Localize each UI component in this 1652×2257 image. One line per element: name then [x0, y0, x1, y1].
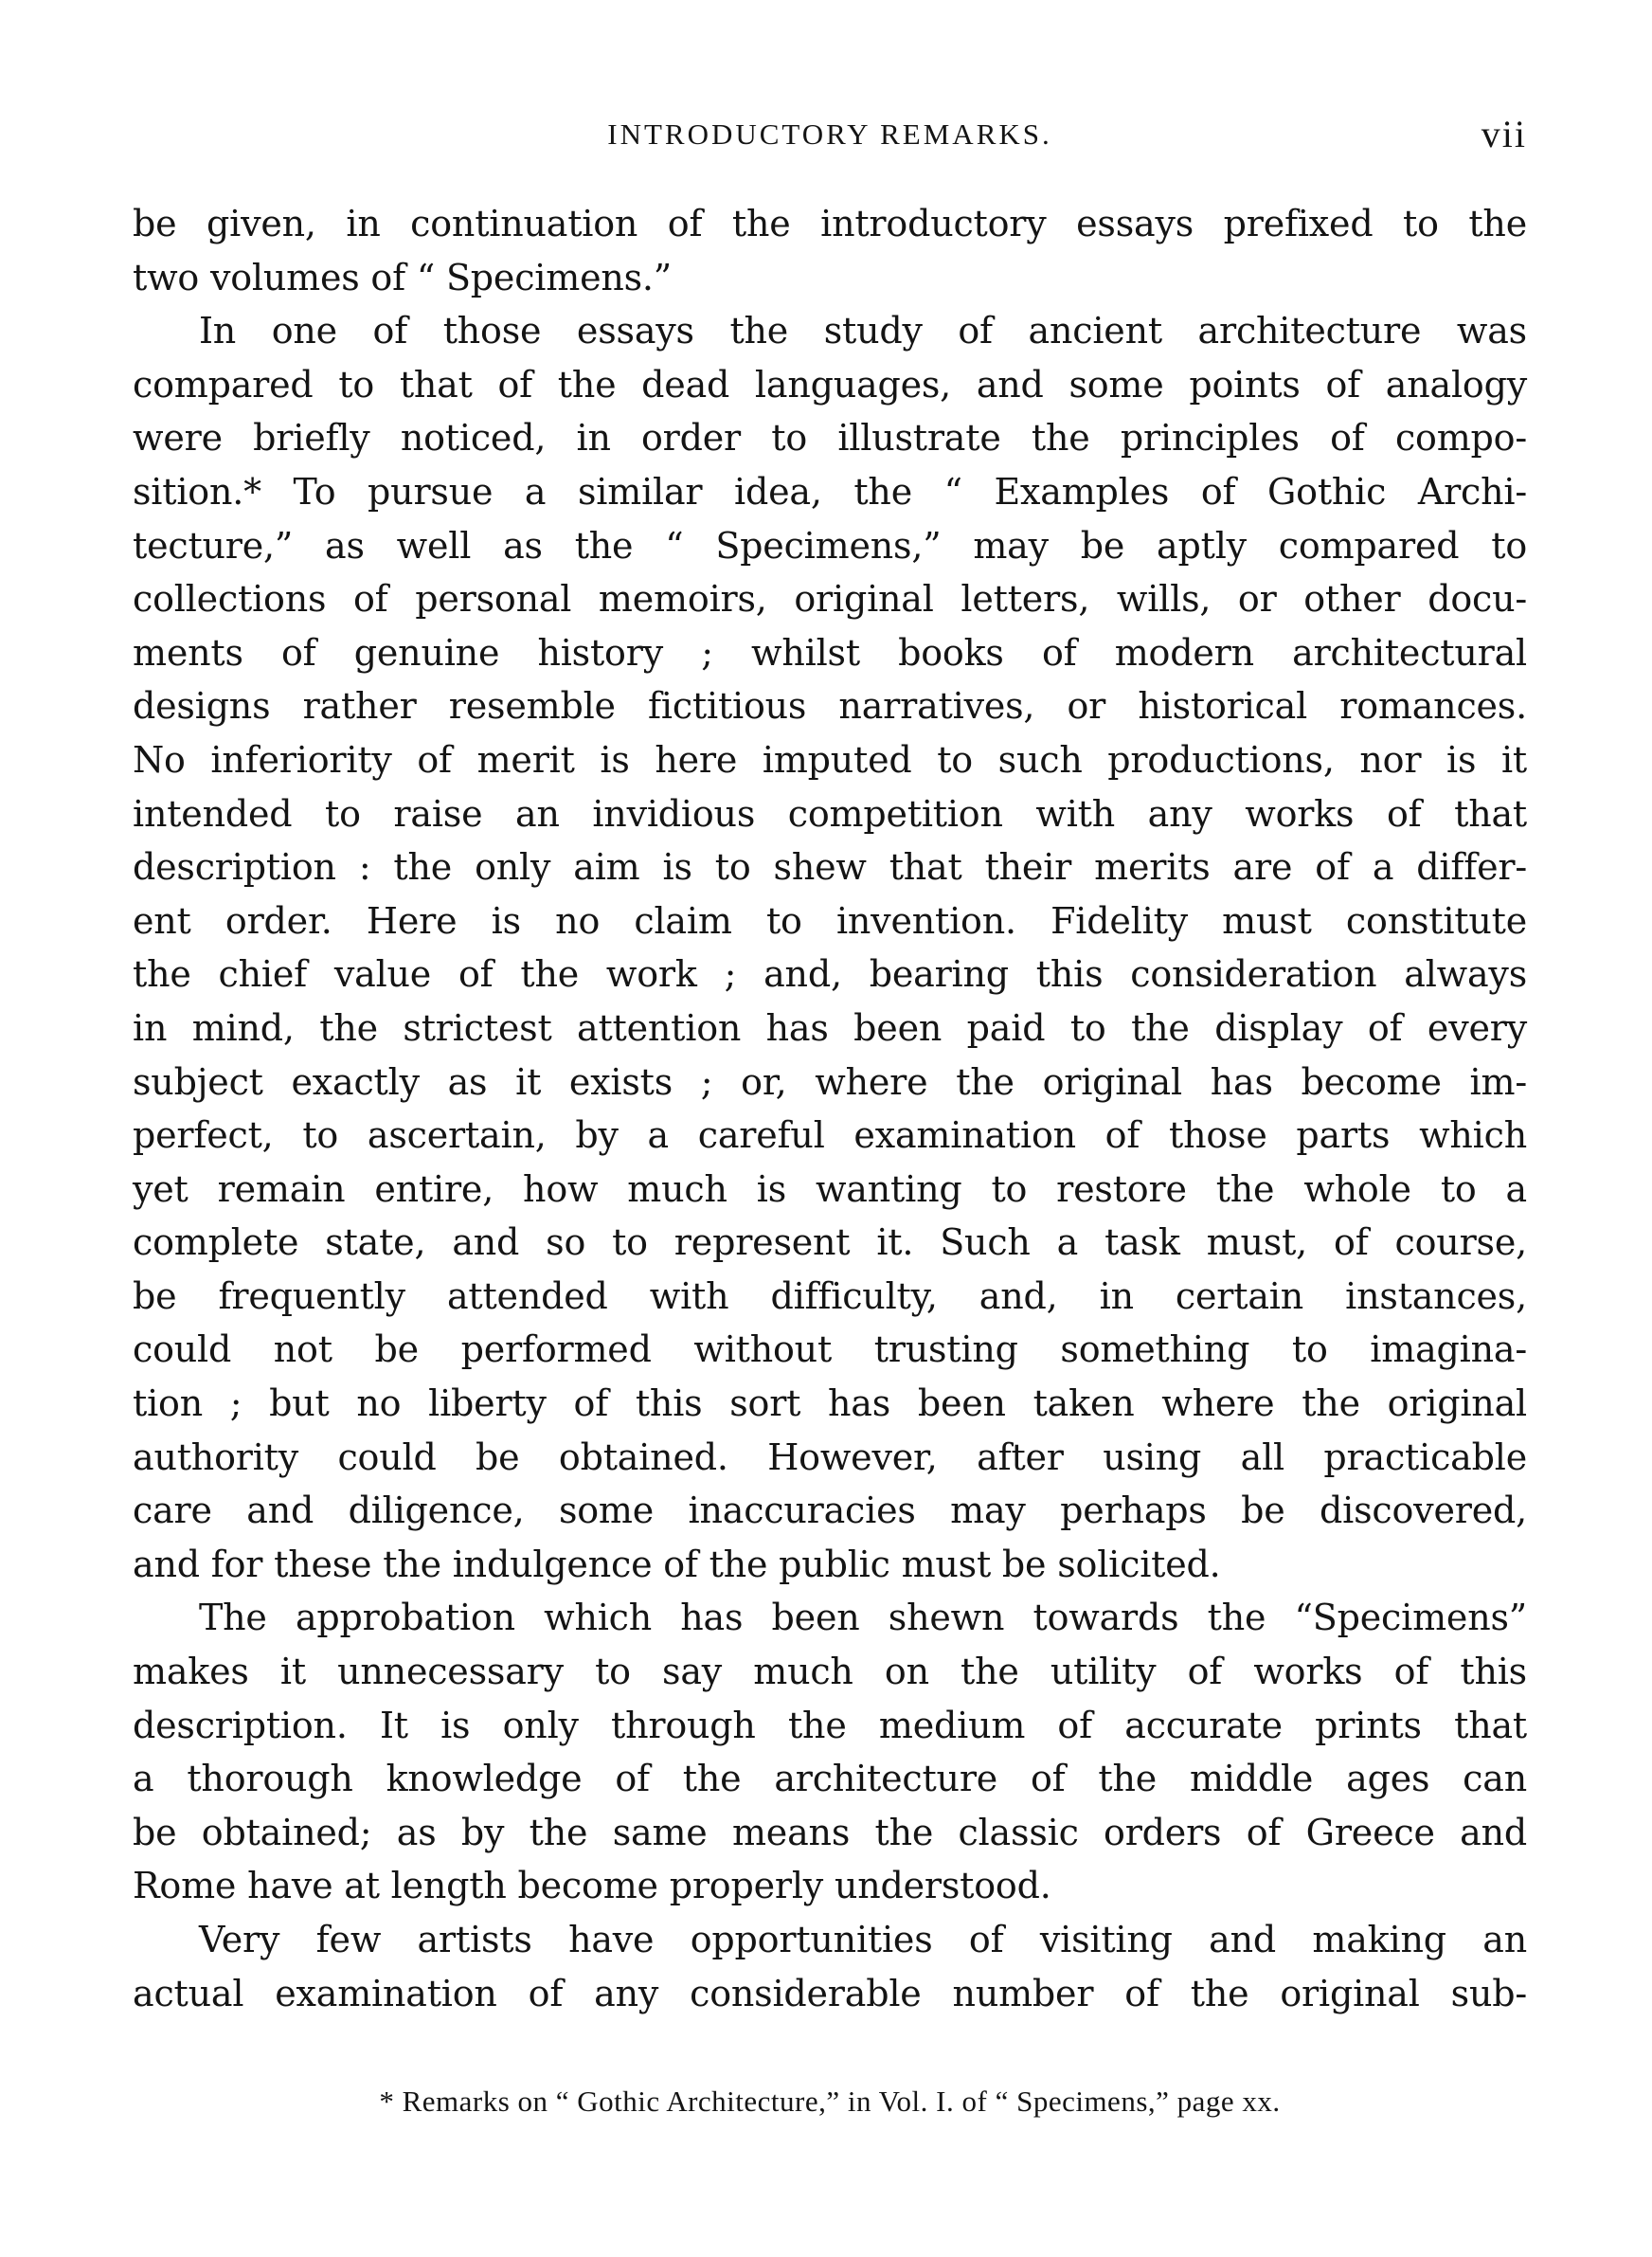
text-line: were briefly noticed, in order to illustrate the principles of compo-: [133, 417, 1527, 460]
text-line: In one of those essays the study of ancient architecture was: [199, 310, 1527, 352]
text-line: ent order. Here is no claim to invention. Fidelity must constitute: [133, 899, 1527, 942]
text-line: two volumes of “ Specimens.”: [133, 256, 673, 298]
text-line: intended to raise an invidious competition with any works of that: [133, 792, 1527, 835]
page-number: vii: [1481, 113, 1527, 155]
text-line: actual examination of any considerable number of the original sub-: [133, 1972, 1527, 2014]
text-line: yet remain entire, how much is wanting to restore the whole to a: [133, 1167, 1527, 1210]
text-line: tecture,” as well as the “ Specimens,” may be aptly compared to: [133, 524, 1527, 567]
text-line: collections of personal memoirs, original letters, wills, or other docu-: [133, 578, 1527, 621]
text-line: the chief value of the work ; and, bearing this consideration always: [133, 953, 1527, 996]
text-line: care and diligence, some inaccuracies may perhaps be discovered,: [133, 1490, 1527, 1532]
text-line: The approbation which has been shewn towards the “Specimens”: [199, 1597, 1527, 1639]
text-line: description. It is only through the medium of accurate prints that: [133, 1704, 1527, 1746]
text-line: authority could be obtained. However, after using all practicable: [133, 1435, 1527, 1478]
text-line: and for these the indulgence of the public must be solicited.: [133, 1543, 1221, 1585]
text-line: makes it unnecessary to say much on the utility of works of this: [133, 1651, 1527, 1693]
text-line: a thorough knowledge of the architecture of the middle ages can: [133, 1758, 1527, 1800]
footnote: * Remarks on “ Gothic Architecture,” in Vol. I. of “ Specimens,” page xx.: [379, 2085, 1281, 2118]
text-line: be frequently attended with difficulty, and, in certain instances,: [133, 1274, 1527, 1317]
text-line: be given, in continuation of the introductory essays prefixed to the: [133, 203, 1527, 244]
running-title: INTRODUCTORY REMARKS.: [607, 117, 1052, 151]
body-text: [133, 197, 1527, 2020]
text-line: sition.* To pursue a similar idea, the “ Examples of Gothic Archi-: [133, 470, 1527, 513]
text-line: ments of genuine history ; whilst books of modern architectural: [133, 631, 1527, 674]
text-line: in mind, the strictest attention has been paid to the display of every: [133, 1006, 1527, 1049]
text-line: Rome have at length become properly understood.: [133, 1865, 1051, 1907]
text-line: be obtained; as by the same means the classic orders of Greece and: [133, 1811, 1527, 1853]
text-line: tion ; but no liberty of this sort has been taken where the original: [133, 1382, 1527, 1425]
text-line: designs rather resemble fictitious narratives, or historical romances.: [133, 685, 1527, 728]
text-line: description : the only aim is to shew that their merits are of a differ-: [133, 846, 1527, 889]
text-line: subject exactly as it exists ; or, where the original has become im-: [133, 1060, 1527, 1103]
text-line: No inferiority of merit is here imputed to such productions, nor is it: [133, 738, 1527, 781]
running-head: [133, 112, 1527, 157]
text-line: compared to that of the dead languages, and some points of analogy: [133, 363, 1527, 406]
text-line: complete state, and so to represent it. Such a task must, of course,: [133, 1221, 1527, 1264]
text-line: perfect, to ascertain, by a careful examination of those parts which: [133, 1114, 1527, 1157]
text-line: Very few artists have opportunities of visiting and making an: [199, 1919, 1527, 1960]
text-line: could not be performed without trusting something to imagina-: [133, 1328, 1527, 1371]
